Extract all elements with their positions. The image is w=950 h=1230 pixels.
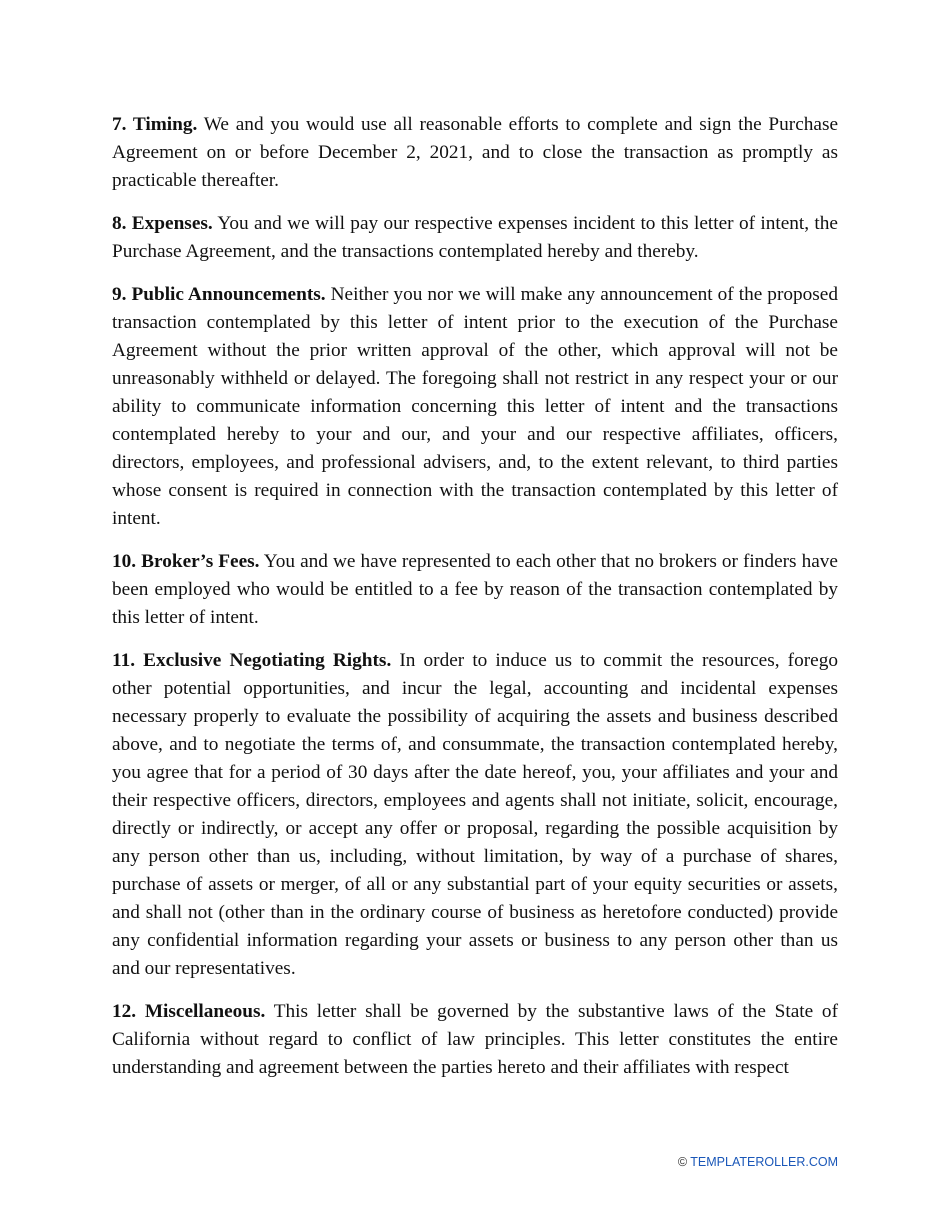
section-heading: 9. Public Announcements. — [112, 284, 326, 305]
section-body: This letter shall be governed by the substantive laws of the State of California without regard to conflict of law principles. This letter constitutes the entire understanding and agreement between the parties hereto and their affiliates with respect — [112, 1001, 838, 1078]
section-body: In order to induce us to commit the resources, forego other potential opportunities, and incur the legal, accounting and incidental expenses necessary properly to evaluate the possibility of acquiring the assets and business described above, and to negotiate the terms of, and consummate, the transaction contemplated hereby, you agree that for a period of 30 days after the date hereof, you, your affiliates and your and their respective officers, directors, employees and agents shall not initiate, solicit, encourage, directly or indirectly, or accept any offer or proposal, regarding the possible acquisition by any person other than us, including, without limitation, by way of a purchase of shares, purchase of assets or merger, of all or any substantial part of your equity securities or assets, and shall not (other than in the ordinary course of business as heretofore conducted) provide any confidential information regarding your assets or business to any person other than us and our representatives. — [112, 650, 838, 979]
section-public-announcements — [112, 281, 838, 533]
section-expenses — [112, 210, 838, 266]
section-body: You and we have represented to each other that no brokers or finders have been employed who would be entitled to a fee by reason of the transaction contemplated by this letter of intent. — [112, 551, 838, 628]
section-miscellaneous — [112, 998, 838, 1082]
section-body: Neither you nor we will make any announcement of the proposed transaction contemplated by this letter of intent prior to the execution of the Purchase Agreement without the prior written approval of the other, which approval will not be unreasonably withheld or delayed. The foregoing shall not restrict in any respect your or our ability to communicate information concerning this letter of intent and the transactions contemplated hereby to your and our, and your and our respective affiliates, officers, directors, employees, and professional advisers, and, to the extent relevant, to third parties whose consent is required in connection with the transaction contemplated by this letter of intent. — [112, 284, 838, 529]
section-heading: 8. Expenses. — [112, 213, 213, 234]
section-timing — [112, 111, 838, 195]
templateroller-link[interactable]: TEMPLATEROLLER.COM — [690, 1155, 838, 1169]
footer-watermark — [678, 1155, 838, 1169]
section-exclusive-negotiating-rights — [112, 647, 838, 983]
section-heading: 10. Broker’s Fees. — [112, 551, 260, 572]
section-heading: 11. Exclusive Negotiating Rights. — [112, 650, 392, 671]
section-body: We and you would use all reasonable efforts to complete and sign the Purchase Agreement on or before December 2, 2021, and to close the transaction as promptly as practicable thereafter. — [112, 114, 839, 191]
copyright-icon: © — [677, 1155, 688, 1169]
section-body: You and we will pay our respective expenses incident to this letter of intent, the Purchase Agreement, and the transactions contemplated hereby and thereby. — [112, 213, 838, 262]
document-page — [112, 111, 838, 1097]
section-heading: 12. Miscellaneous. — [112, 1001, 266, 1022]
section-brokers-fees — [112, 548, 838, 632]
section-heading: 7. Timing. — [112, 114, 198, 135]
